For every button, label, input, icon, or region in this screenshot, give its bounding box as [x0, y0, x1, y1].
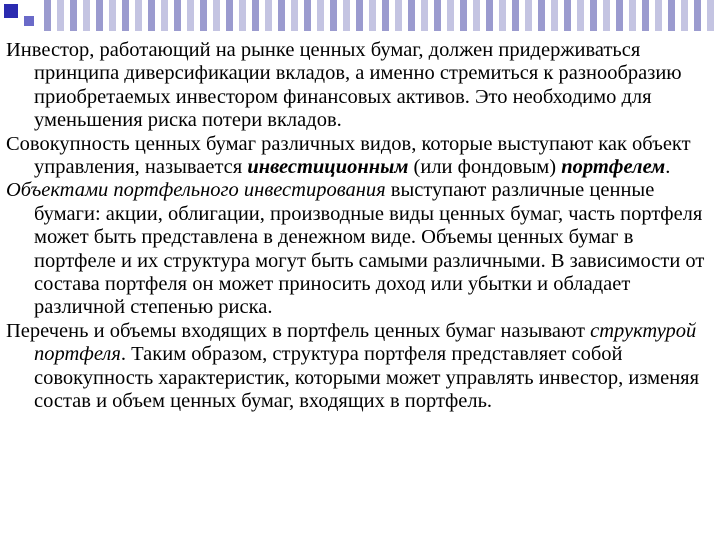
text-segment: выступают различные ценные бумаги: акции, облигации, производные виды ценных бумаг, часть портфеля может быть представлена в денежном виде. Объемы ценных бумаг в портфеле и их структура могут быть самыми различными. В зависимости от состава портфеля он может приносить доход или убытки и обладает различной степенью риска.: [34, 179, 705, 319]
header-stripe: [447, 0, 454, 31]
header-stripe: [330, 0, 337, 31]
header-stripe: [317, 0, 324, 31]
header-stripe: [83, 0, 90, 31]
header-stripe: [707, 0, 714, 31]
paragraph-diversification: [6, 39, 718, 133]
header-stripe: [278, 0, 285, 31]
header-stripe: [252, 0, 259, 31]
header-stripe: [525, 0, 532, 31]
header-stripe: [668, 0, 675, 31]
term-portfolio: портфелем: [561, 156, 666, 179]
header-stripe: [421, 0, 428, 31]
header-stripe: [577, 0, 584, 31]
header-stripe: [161, 0, 168, 31]
header-stripe: [44, 0, 51, 31]
term-investment: инвестиционным: [247, 156, 409, 179]
header-decoration: [0, 0, 720, 40]
header-stripe: [408, 0, 415, 31]
text-segment: Перечень и объемы входящих в портфель ценных бумаг называют: [6, 319, 591, 342]
header-stripe: [291, 0, 298, 31]
text-segment: . Таким образом, структура портфеля представляет собой совокупность характеристик, которыми может управлять инвестор, изменяя состав и объем ценных бумаг, входящих в портфель.: [34, 343, 700, 413]
header-stripe: [226, 0, 233, 31]
header-stripe: [486, 0, 493, 31]
paragraph-portfolio-structure: [6, 320, 718, 414]
header-stripe: [603, 0, 610, 31]
header-stripe: [681, 0, 688, 31]
header-stripe: [382, 0, 389, 31]
paragraph-text: Инвестор, работающий на рынке ценных бумаг, должен придерживаться принципа диверсификации вкладов, а именно стремиться к разнообразию приобретаемых инвестором финансовых активов. Это необходимо для уменьшения риска потери вкладов.: [6, 39, 682, 132]
header-stripe: [200, 0, 207, 31]
header-stripe: [551, 0, 558, 31]
header-stripes: [44, 0, 714, 31]
text-segment: (или фондовым): [408, 156, 562, 179]
header-stripe: [629, 0, 636, 31]
paragraph-portfolio-definition: [6, 133, 718, 180]
paragraph-portfolio-objects: [6, 179, 718, 319]
header-stripe: [57, 0, 64, 31]
header-stripe: [538, 0, 545, 31]
header-stripe: [304, 0, 311, 31]
header-stripe: [213, 0, 220, 31]
header-stripe: [512, 0, 519, 31]
header-stripe: [96, 0, 103, 31]
header-stripe: [343, 0, 350, 31]
header-stripe: [460, 0, 467, 31]
header-stripe: [356, 0, 363, 31]
text-segment: .: [665, 156, 671, 179]
header-stripe: [369, 0, 376, 31]
header-stripe: [655, 0, 662, 31]
header-stripe: [187, 0, 194, 31]
text-segment: Совокупность ценных бумаг различных видов, которые выступают как объект управления, называется: [6, 132, 691, 179]
header-stripe: [70, 0, 77, 31]
header-stripe: [473, 0, 480, 31]
header-stripe: [239, 0, 246, 31]
term-structure: структурой портфеля: [34, 319, 697, 366]
header-stripe: [616, 0, 623, 31]
header-stripe: [434, 0, 441, 31]
header-stripe: [122, 0, 129, 31]
header-stripe: [564, 0, 571, 31]
header-stripe: [265, 0, 272, 31]
header-stripe: [135, 0, 142, 31]
header-stripe: [642, 0, 649, 31]
header-stripe: [694, 0, 701, 31]
header-stripe: [395, 0, 402, 31]
accent-square: [4, 4, 18, 18]
header-stripe: [109, 0, 116, 31]
header-stripe: [148, 0, 155, 31]
slide-text: [6, 39, 718, 414]
accent-square-small: [24, 16, 34, 26]
header-stripe: [174, 0, 181, 31]
header-stripe: [590, 0, 597, 31]
term-objects: Объектами портфельного инвестирования: [6, 179, 386, 202]
header-stripe: [499, 0, 506, 31]
